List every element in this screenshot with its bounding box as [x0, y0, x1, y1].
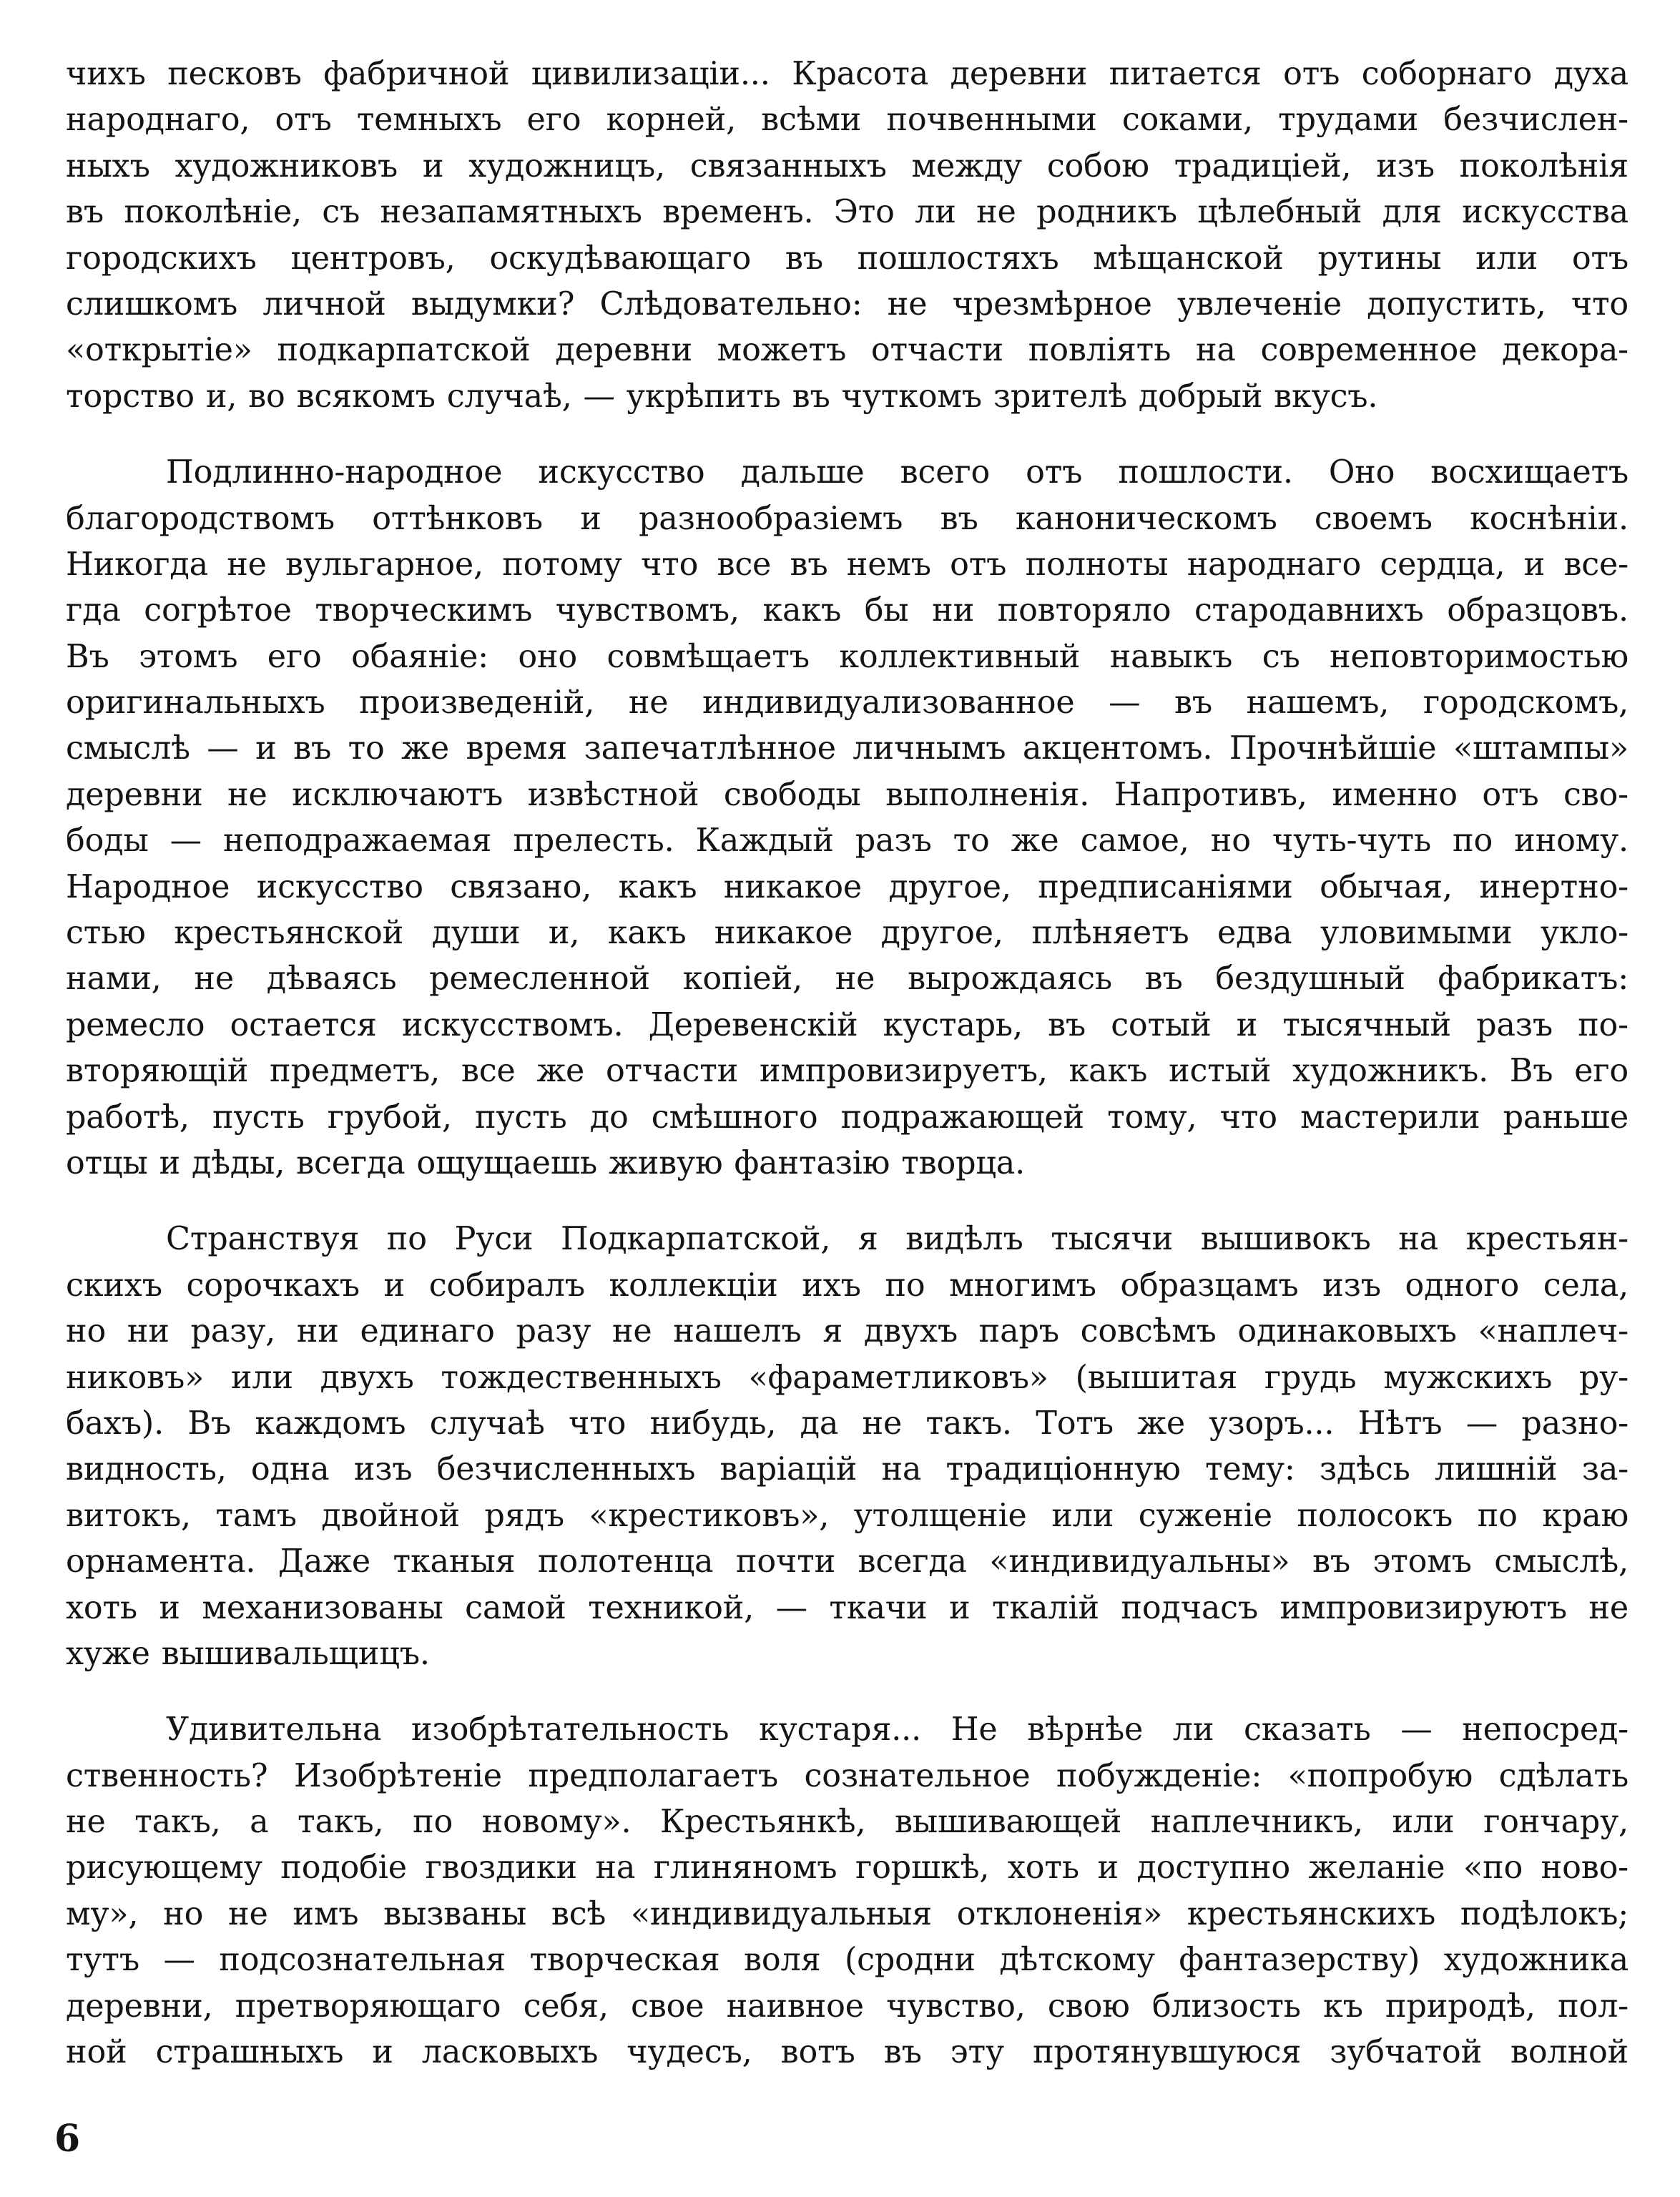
text-line: но ни разу, ни единаго разу не нашелъ я двухъ паръ совсѣмъ одинаковыхъ «наплеч-: [66, 1313, 1629, 1350]
text-line: витокъ, тамъ двойной рядъ «крестиковъ», утолщеніе или суженіе полосокъ по краю: [66, 1497, 1629, 1534]
text-line: никовъ» или двухъ тождественныхъ «фараметликовъ» (вышитая грудь мужскихъ ру-: [66, 1359, 1629, 1396]
text-line: ственность? Изобрѣтеніе предполагаетъ сознательное побужденіе: «попробую сдѣлать: [66, 1757, 1629, 1794]
text-line: орнамента. Даже тканыя полотенца почти всегда «индивидуальны» въ этомъ смыслѣ,: [66, 1543, 1629, 1581]
text-line: ныхъ художниковъ и художницъ, связанныхъ между собою традиціей, изъ поколѣнія: [66, 147, 1629, 185]
text-line: не такъ, а такъ, по новому». Крестьянкѣ, вышивающей наплечникъ, или гончару,: [66, 1804, 1629, 1841]
text-line: бахъ). Въ каждомъ случаѣ что нибудь, да не такъ. Тотъ же узоръ... Нѣтъ — разно-: [66, 1405, 1629, 1442]
text-line: ной страшныхъ и ласковыхъ чудесъ, вотъ въ эту протянувшуюся зубчатой волной: [66, 2034, 1629, 2071]
text-line: Подлинно-народное искусство дальше всего отъ пошлости. Оно восхищаетъ: [166, 454, 1629, 491]
text-line: въ поколѣніе, съ незапамятныхъ временъ. Это ли не родникъ цѣлебный для искусства: [66, 194, 1629, 231]
text-line: хоть и механизованы самой техникой, — ткачи и ткалій подчасъ импровизируютъ не: [66, 1589, 1629, 1626]
text-line: торство и, во всякомъ случаѣ, — укрѣпить въ чуткомъ зрителѣ добрый вкусъ.: [66, 378, 1378, 415]
text-line: боды — неподражаемая прелесть. Каждый разъ то же самое, но чуть-чуть по иному.: [66, 822, 1629, 860]
text-line: Удивительна изобрѣтательность кустаря... Не вѣрнѣе ли сказать — непосред-: [166, 1711, 1629, 1749]
text-line: Народное искусство связано, какъ никакое другое, предписаніями обычая, инертно-: [66, 868, 1629, 905]
text-line: оригинальныхъ произведеній, не индивидуализованное — въ нашемъ, городскомъ,: [66, 684, 1629, 722]
page-number: 6: [54, 2117, 81, 2161]
paragraph-3: [66, 1217, 1629, 1677]
text-line: чихъ песковъ фабричной цивилизаціи... Красота деревни питается отъ соборнаго духа: [66, 56, 1629, 92]
text-line: видность, одна изъ безчисленныхъ варіацій на традиціонную тему: здѣсь лишній за-: [66, 1451, 1629, 1488]
paragraph-2: [66, 450, 1629, 1186]
paragraph-1: [66, 51, 1629, 420]
text-line: му», но не имъ вызваны всѣ «индивидуальныя отклоненія» крестьянскихъ подѣлокъ;: [66, 1895, 1629, 1932]
text-line: скихъ сорочкахъ и собиралъ коллекціи ихъ по многимъ образцамъ изъ одного села,: [66, 1267, 1629, 1304]
text-line: деревни не исключаютъ извѣстной свободы выполненія. Напротивъ, именно отъ сво-: [66, 776, 1629, 813]
text-line: гда согрѣтое творческимъ чувствомъ, какъ бы ни повторяло стародавнихъ образцовъ.: [66, 592, 1629, 629]
text-line: слишкомъ личной выдумки? Слѣдовательно: не чрезмѣрное увлеченіе допустить, что: [66, 285, 1629, 323]
text-line: Никогда не вульгарное, потому что все въ немъ отъ полноты народнаго сердца, и все-: [66, 546, 1629, 583]
text-line: народнаго, отъ темныхъ его корней, всѣми почвенными соками, трудами безчислен-: [66, 102, 1629, 139]
text-line: тутъ — подсознательная творческая воля (сродни дѣтскому фантазерству) художника: [66, 1942, 1629, 1979]
text-line: городскихъ центровъ, оскудѣвающаго въ пошлостяхъ мѣщанской рутины или отъ: [66, 240, 1629, 277]
paragraph-4: [66, 1707, 1629, 2075]
page-body: [66, 51, 1629, 2168]
text-line: хуже вышивальщицъ.: [66, 1635, 430, 1672]
text-line: работѣ, пусть грубой, пусть до смѣшного подражающей тому, что мастерили раньше: [66, 1098, 1629, 1136]
text-line: «открытіе» подкарпатской деревни можетъ отчасти повліять на современное декора-: [66, 332, 1629, 369]
text-line: стью крестьянской души и, какъ никакое другое, плѣняетъ едва уловимыми укло-: [66, 915, 1629, 952]
text-line: смыслѣ — и въ то же время запечатлѣнное личнымъ акцентомъ. Прочнѣйшіе «штампы»: [66, 730, 1629, 767]
text-line: рисующему подобіе гвоздики на глиняномъ горшкѣ, хоть и доступно желаніе «по ново-: [66, 1849, 1629, 1887]
text-line: благородствомъ оттѣнковъ и разнообразіемъ въ каноническомъ своемъ коснѣніи.: [66, 500, 1629, 537]
text-line: деревни, претворяющаго себя, свое наивное чувство, свою близость къ природѣ, пол-: [66, 1987, 1629, 2025]
text-line: Странствуя по Руси Подкарпатской, я видѣлъ тысячи вышивокъ на крестьян-: [166, 1221, 1629, 1258]
text-line: ремесло остается искусствомъ. Деревенскій кустарь, въ сотый и тысячный разъ по-: [66, 1006, 1629, 1043]
text-line: отцы и дѣды, всегда ощущаешь живую фантазію творца.: [66, 1144, 1026, 1181]
text-line: Въ этомъ его обаяніе: оно совмѣщаетъ коллективный навыкъ съ неповторимостью: [66, 638, 1629, 675]
text-line: вторяющій предметъ, все же отчасти импровизируетъ, какъ истый художникъ. Въ его: [66, 1053, 1629, 1090]
text-line: нами, не дѣваясь ремесленной копіей, не вырождаясь въ бездушный фабрикатъ:: [66, 960, 1629, 998]
